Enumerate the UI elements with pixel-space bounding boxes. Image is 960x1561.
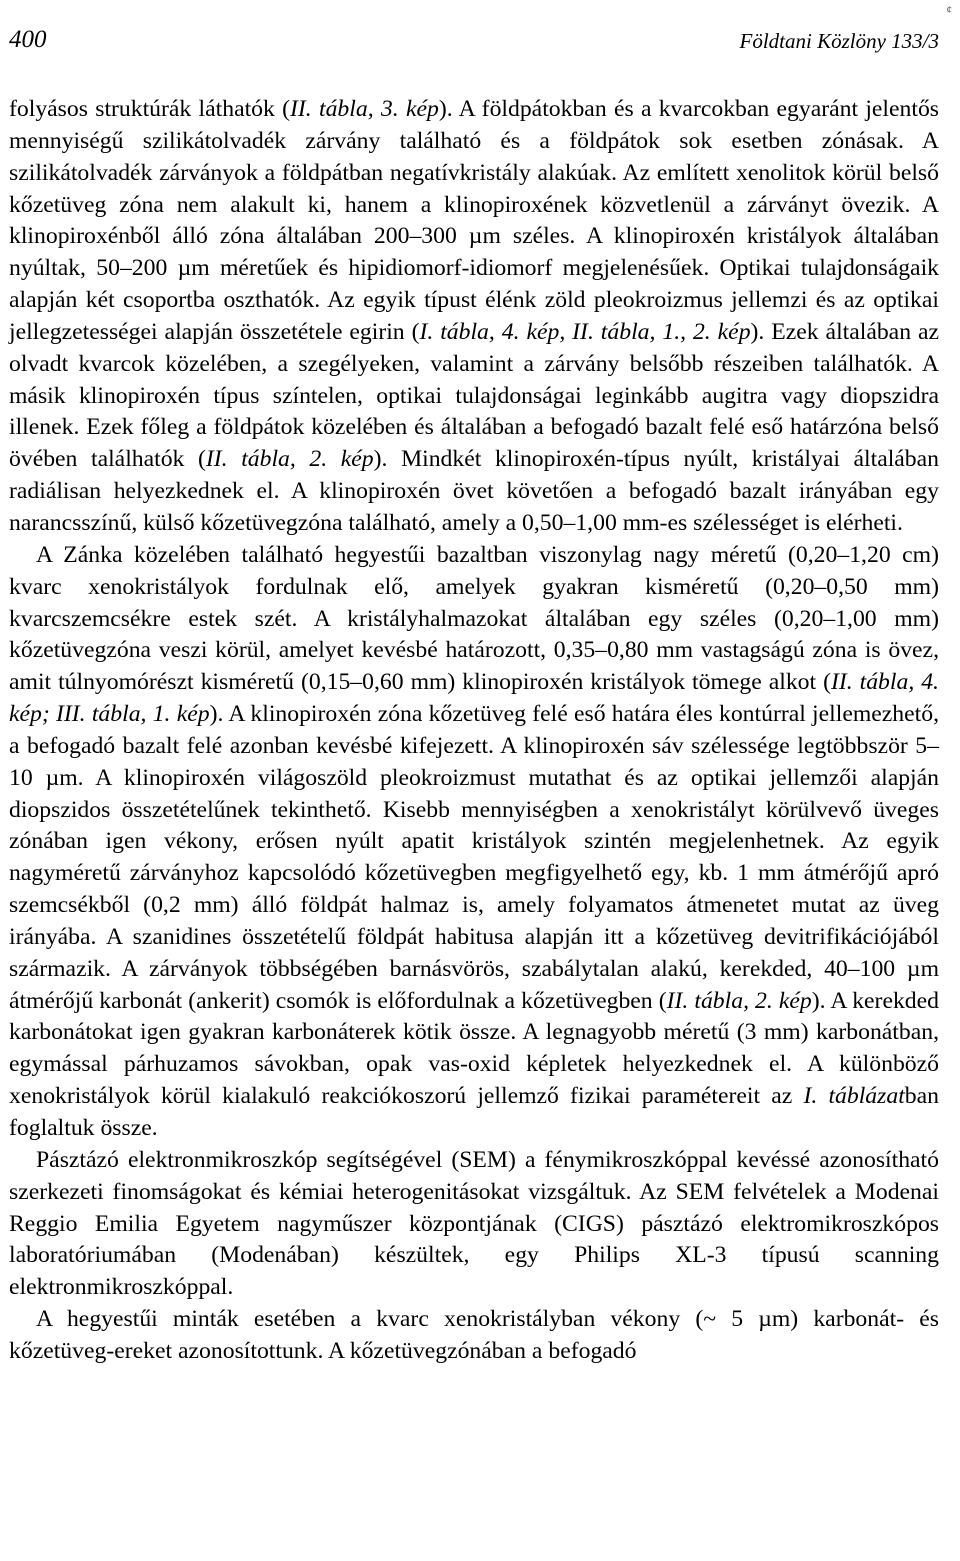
figure-reference: I. táblázat — [803, 1083, 905, 1110]
paragraph — [9, 540, 939, 1145]
text-run: ). Mindkét klinopiroxén-típus nyúlt, kristályai általában radiálisan helyezkednek el. A klinopiroxén övet követően a befogadó bazalt irányában egy narancsszínű, külső kőzetüvegzóna található, amely a 0,50–1,00 mm-es szélességet is elérheti. — [9, 446, 939, 536]
paragraph — [9, 94, 939, 540]
figure-reference: II. tábla, 4. kép; III. tábla, 1. kép — [9, 669, 939, 728]
margin-mark: ¢ — [946, 4, 952, 16]
text-run: ). A földpátokban és a kvarcokban egyaránt jelentős mennyiségű szilikátolvadék zárvány található és a földpátok sok esetben zónásak. A szilikátolvadék zárványok a földpátban negatívkristály alakúak. Az említett xenolitok körül belső kőzetüveg zóna nem alakult ki, hanem a klinopiroxének közvetlenül a zárványt övezik. A klinopiroxénből álló zóna általában 200–300 µm széles. A klinopiroxén kristályok általában nyúltak, 50–200 µm méretűek és hipidiomorf-idiomorf megjelenésűek. Optikai tulajdonságaik alapján két csoportba oszthatók. Az egyik típust élénk zöld pleokroizmus jellemzi és az optikai jellegzetességei alapján összetétele egirin ( — [9, 96, 940, 345]
paragraph — [9, 1304, 939, 1368]
text-run: ). Ezek általában az olvadt kvarcok közelében, a szegélyeken, valamint a zárvány belsőbb részeiben találhatók. A másik klinopiroxén típus színtelen, optikai tulajdonságai leginkább augitra vagy diopszidra illenek. Ezek főleg a földpátok közelében és általában a befogadó bazalt felé eső határzóna belső övében találhatók ( — [9, 318, 940, 473]
page-number: 400 — [9, 26, 47, 53]
text-run: A Zánka közelében található hegyestűi bazaltban viszonylag nagy méretű (0,20–1,20 cm) kvarc xenokristályok fordulnak elő, amelyek gyakran kisméretű (0,20–0,50 mm) kvarcszemcsékre estek szét. A kristályhalmazokat általában egy széles (0,20–1,00 mm) kőzetüvegzóna veszi körül, amelyet kevésbé határozott, 0,35–0,80 mm vastagságú zóna is övez, amit túlnyomórészt kisméretű (0,15–0,60 mm) klinopiroxén kristályok tömege alkot ( — [9, 541, 939, 696]
document-page — [9, 0, 939, 1368]
text-run: ). A klinopiroxén zóna kőzetüveg felé eső határa éles kontúrral jellemezhető, a befogadó bazalt felé azonban kevésbé kifejezett. A klinopiroxén sáv szélessége legtöbbször 5–10 µm. A klinopiroxén világoszöld pleokroizmust mutathat és az optikai jellemzői alapján diopszidos összetételűnek tekinthető. Kisebb mennyiségben a xenokristályt körülvevő üveges zónában igen vékony, erősen nyúlt apatit kristályok szintén megjelenhetnek. Az egyik nagyméretű zárványhoz kapcsolódó kőzetüvegben megfigyelhető egy, kb. 1 mm átmérőjű apró szemcsékből (0,2 mm) álló földpát halmaz is, amely folyamatos átmenetet mutat az üveg irányába. A szanidines összetételű földpát habitusa alapján itt a kőzetüveg devitrifikációjából származik. A zárványok többségében barnásvörös, szabálytalan alakú, kerekded, 40–100 µm átmérőjű karbonát (ankerit) csomók is előfordulnak a kőzetüvegben ( — [9, 701, 939, 1014]
figure-reference: II. tábla, 2. kép — [666, 987, 812, 1014]
figure-reference: II. tábla, 2. kép — [205, 446, 374, 473]
text-run: ). A kerekded karbonátokat igen gyakran karbonáterek kötik össze. A legnagyobb méretű (3 mm) karbonátban, egymással párhuzamos sávokban, opak vas-oxid képletek helyezkednek el. A különböző xenokristályok körül kialakuló reakciókoszorú jellemző fizikai paramétereit az — [9, 987, 940, 1110]
text-run: Pásztázó elektronmikroszkóp segítségével (SEM) a fénymikroszkóppal kevéssé azonosítható szerkezeti finomságokat és kémiai heterogenitásokat vizsgáltuk. Az SEM felvételek a Modenai Reggio Emilia Egyetem nagyműszer központjának (CIGS) pásztázó elektromikroszkópos laboratóriumában (Modenában) készültek, egy Philips XL-3 típusú scanning elektronmikroszkóppal. — [9, 1146, 939, 1301]
journal-title: Földtani Közlöny 133/3 — [739, 29, 939, 53]
figure-reference: II. tábla, 3. kép — [290, 96, 439, 122]
text-run: A hegyestűi minták esetében a kvarc xenokristályban vékony (~ 5 µm) karbonát- és kőzetüveg-ereket azonosítottunk. A kőzetüvegzónában a befogadó — [9, 1306, 939, 1364]
running-header — [9, 26, 939, 66]
figure-reference: I. tábla, 4. kép, II. tábla, 1., 2. kép — [419, 318, 751, 345]
text-run: folyásos struktúrák láthatók ( — [9, 96, 291, 122]
body-text — [9, 94, 939, 1368]
paragraph — [9, 1145, 939, 1304]
text-run: ban foglaltuk össze. — [9, 1083, 939, 1141]
